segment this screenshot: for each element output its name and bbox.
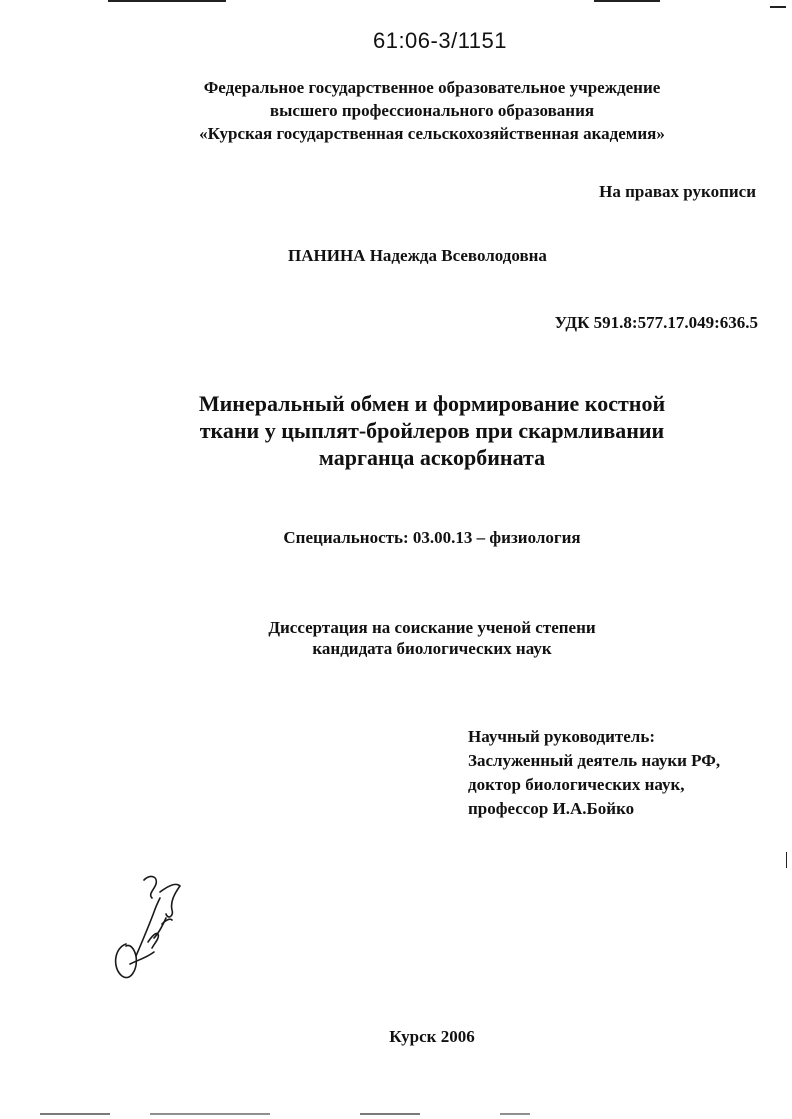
- scan-artifact-top-left: [108, 0, 226, 2]
- scan-artifact-corner-mark: [770, 6, 786, 8]
- institution-line-3: «Курская государственная сельскохозяйственная академия»: [199, 124, 665, 143]
- supervisor-line-1: Научный руководитель:: [468, 727, 655, 746]
- scan-artifact-bottom-4: [500, 1113, 530, 1115]
- archive-number: 61:06-3/1151: [372, 28, 508, 53]
- scan-artifact-bottom-3: [360, 1113, 420, 1115]
- degree-line-1: Диссертация на соискание ученой степени: [268, 618, 596, 637]
- title-line-1: Минеральный обмен и формирование костной: [198, 391, 666, 416]
- dissertation-title: [100, 390, 764, 471]
- udc-code: УДК 591.8:577.17.049:636.5: [554, 313, 758, 332]
- title-line-2: ткани у цыплят-бройлеров при скармливании: [199, 418, 665, 443]
- institution-line-2: высшего профессионального образования: [269, 101, 595, 120]
- rights-notice: На правах рукописи: [599, 182, 756, 201]
- scan-artifact-bottom-1: [40, 1113, 110, 1115]
- scan-artifact-bottom-2: [150, 1113, 270, 1115]
- city-and-year: Курск 2006: [389, 1027, 475, 1046]
- author-name: [288, 246, 547, 266]
- degree-statement: [100, 617, 764, 659]
- supervisor-line-4: профессор И.А.Бойко: [468, 799, 635, 818]
- supervisor-line-2: Заслуженный деятель науки РФ,: [468, 751, 721, 770]
- supervisor-line-3: доктор биологических наук,: [468, 775, 685, 794]
- author-surname: ПАНИНА: [288, 246, 366, 265]
- scientific-supervisor: [468, 725, 720, 821]
- institution-line-1: Федеральное государственное образовательное учреждение: [203, 78, 661, 97]
- scan-artifact-right-edge: [786, 852, 787, 868]
- degree-line-2: кандидата биологических наук: [312, 639, 552, 658]
- title-line-3: марганца аскорбината: [318, 445, 546, 470]
- specialty: Специальность: 03.00.13 – физиология: [283, 528, 581, 547]
- handwritten-signature: [108, 872, 192, 988]
- author-given-names: Надежда Всеволодовна: [369, 246, 547, 265]
- scan-artifact-top-right: [594, 0, 660, 2]
- institution-header: [100, 76, 764, 145]
